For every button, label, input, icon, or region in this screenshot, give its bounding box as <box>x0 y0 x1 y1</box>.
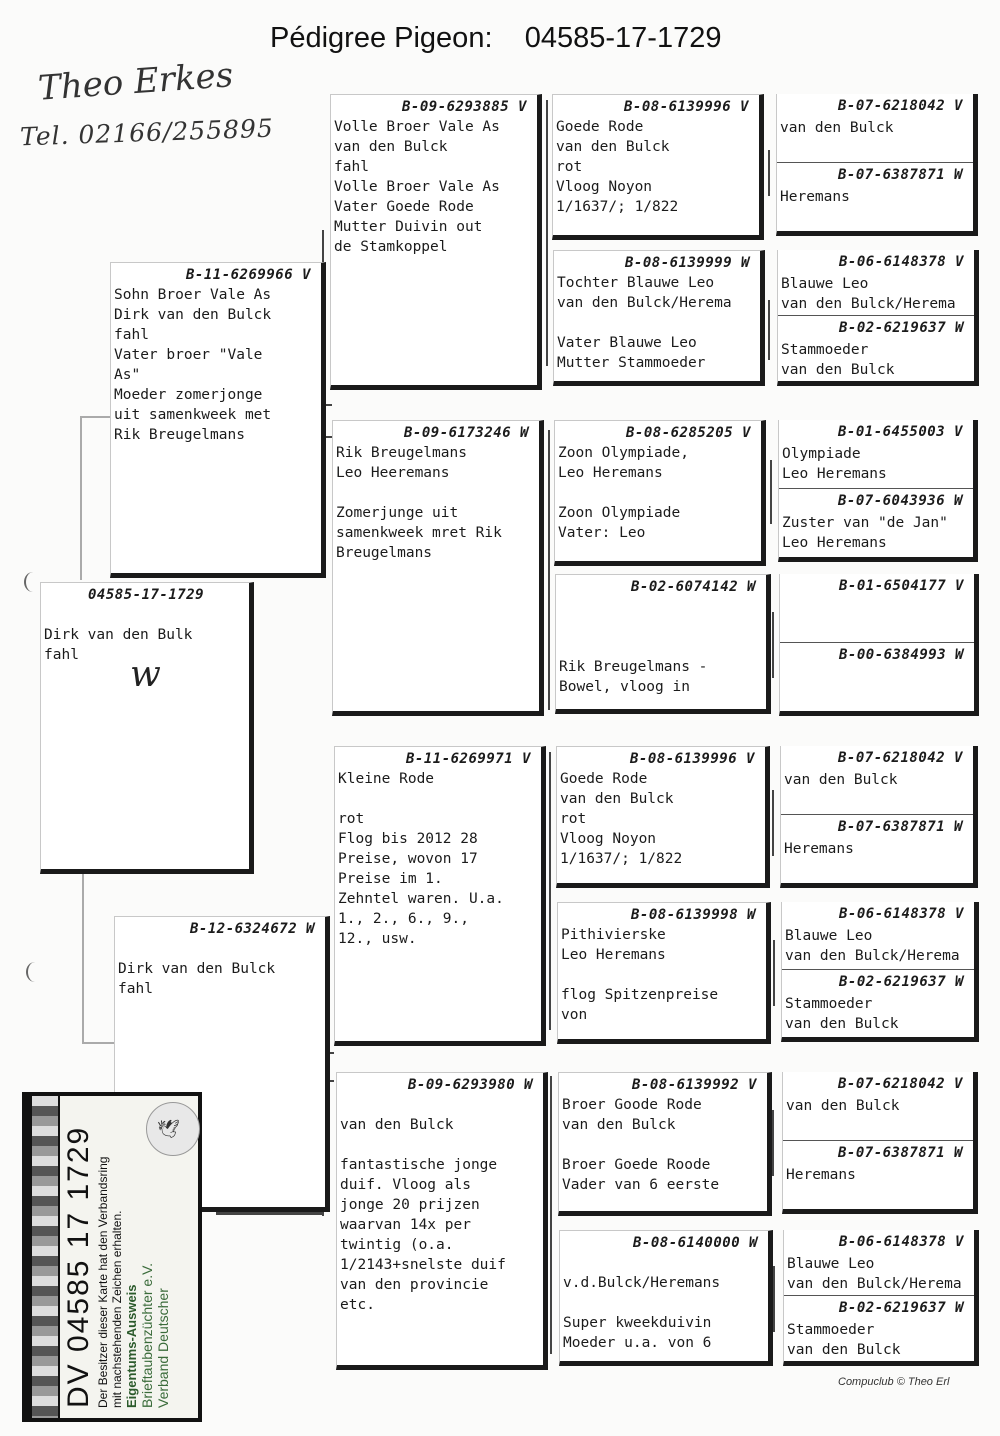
connector-line <box>550 1076 552 1354</box>
info-line: Goede Rode <box>560 771 648 787</box>
great-grandparent-box <box>557 902 771 1044</box>
info-line: van den Bulck <box>560 791 674 807</box>
ancestor-dam <box>781 815 973 884</box>
info-line <box>340 1095 543 1115</box>
connector-line <box>770 460 772 524</box>
ring-number: B-06-6148378 V <box>838 254 964 270</box>
connector-line <box>773 940 775 1006</box>
info-line: Vater Blauwe Leo <box>557 335 697 351</box>
info-line: van den Bulck <box>780 120 894 136</box>
info-line: van den Bulck <box>781 361 895 378</box>
info-line: 1., 2., 6., 9., <box>338 911 469 927</box>
ancestor-sire <box>780 574 974 643</box>
ancestor-pair-box <box>776 94 978 236</box>
info-line <box>559 637 766 657</box>
ancestor-dam <box>780 643 974 712</box>
info-line: Goede Rode <box>556 119 644 135</box>
info-line: 1/1637/; 1/822 <box>560 851 683 867</box>
info-line <box>559 617 766 637</box>
info-line: Leo Heremans <box>561 947 666 963</box>
info-line: twintig (o.a. <box>340 1237 454 1253</box>
ancestor-pair-box <box>781 902 979 1042</box>
info-line <box>557 313 760 333</box>
info-line: von <box>561 1007 588 1023</box>
ring-number: B-07-6218042 V <box>837 98 963 114</box>
ancestor-dam <box>782 970 974 1038</box>
info-line: Zomerjunge uit <box>336 505 459 521</box>
connector-line <box>773 1266 775 1332</box>
ancestor-pair-box <box>777 250 979 386</box>
info-line: Olympiade <box>782 446 861 462</box>
ring-number: B-08-6140000 W <box>632 1235 758 1251</box>
info-line: fahl <box>44 647 79 663</box>
ring-number: B-09-6173246 W <box>403 425 529 441</box>
info-line: Leo Heremans <box>782 534 887 551</box>
info-line: waarvan 14x per <box>340 1217 471 1233</box>
info-line <box>340 1135 543 1155</box>
info-line: van den Bulck/Herema <box>557 295 732 311</box>
info-line: Dirk van den Bulk <box>44 627 193 643</box>
info-line: samenkweek mret Rik <box>336 525 502 541</box>
info-line: van den Bulck <box>784 772 898 788</box>
info-line: As" <box>114 367 141 383</box>
connector-line <box>768 300 770 360</box>
info-line <box>336 483 539 503</box>
ring-number: B-11-6269966 V <box>185 267 311 283</box>
info-line: Vloog Noyon <box>556 179 653 195</box>
father-box <box>110 262 326 578</box>
great-grandparent-box <box>553 250 765 386</box>
connector-line <box>772 612 774 678</box>
info-line: Bowel, vloog in <box>559 679 690 695</box>
pigeon-logo-icon: 🕊 <box>146 1102 200 1156</box>
grandparent-box <box>334 746 546 1046</box>
ring-number: B-09-6293885 V <box>401 99 527 115</box>
info-line: Mutter Stammoeder <box>557 355 706 371</box>
info-line: Zehntel waren. U.a. <box>338 891 504 907</box>
ring-number: B-06-6148378 V <box>838 906 964 922</box>
ring-number: B-08-6139996 V <box>629 751 755 767</box>
ring-number: B-08-6139992 V <box>631 1077 757 1093</box>
info-line: Preise im 1. <box>338 871 443 887</box>
info-line: Volle Broer Vale As <box>334 179 500 195</box>
info-line: fantastische jonge <box>340 1157 498 1173</box>
info-line <box>44 605 249 625</box>
info-line: Preise, wovon 17 <box>338 851 478 867</box>
connector-line <box>772 1110 774 1176</box>
info-line: Leo Heremans <box>782 466 887 482</box>
info-line: Broer Goede Roode <box>562 1157 711 1173</box>
connector-line <box>548 430 550 710</box>
info-line: Stammoeder <box>785 995 873 1012</box>
info-line: 1/2143+snelste duif <box>340 1257 506 1273</box>
ring-number: B-01-6455003 V <box>837 424 963 440</box>
ancestor-pair-box <box>779 574 979 716</box>
info-line: Moeder zomerjonge <box>114 387 263 403</box>
info-line: Vater: Leo <box>558 525 646 541</box>
hole-punch-mark <box>26 962 44 982</box>
ancestor-dam <box>779 489 973 558</box>
page-title: Pédigree Pigeon: 04585-17-1729 <box>270 22 722 54</box>
card-org-line: Verband Deutscher <box>155 1288 171 1408</box>
info-line: Blauwe Leo <box>781 276 869 292</box>
info-line: van den Bulck <box>334 139 448 155</box>
ring-number: B-02-6219637 W <box>838 1299 964 1316</box>
info-line: van den Bulck <box>786 1098 900 1114</box>
info-line: Heremans <box>786 1166 856 1183</box>
info-line: rot <box>338 811 365 827</box>
info-line: Super kweekduivin <box>563 1315 712 1331</box>
ancestor-sire <box>778 250 974 316</box>
info-line: van den Bulck <box>562 1117 676 1133</box>
ring-number: B-08-6139996 V <box>623 99 749 115</box>
ring-number: B-01-6504177 V <box>838 578 964 594</box>
info-line: Rik Breugelmans <box>114 427 245 443</box>
grandparent-box <box>336 1072 548 1370</box>
footer-credit: Compuclub © Theo Erl <box>838 1376 950 1388</box>
info-line: Blauwe Leo <box>785 928 873 944</box>
info-line <box>118 939 325 959</box>
info-line <box>563 1293 768 1313</box>
grandparent-box <box>330 94 542 390</box>
card-note-line: mit nachstehenden Zeichen erhalten. <box>110 1210 124 1408</box>
ring-number: B-08-6139999 W <box>624 255 750 271</box>
ring-number: B-08-6139998 W <box>630 907 756 923</box>
ring-number: B-12-6324672 W <box>189 921 315 937</box>
info-line: 12., usw. <box>338 931 417 947</box>
card-org-line: Brieftaubenzüchter e.V. <box>139 1262 155 1408</box>
info-line: fahl <box>114 327 149 343</box>
great-grandparent-box <box>552 94 764 240</box>
ring-number: B-07-6387871 W <box>837 1144 963 1161</box>
great-grandparent-box <box>559 1230 773 1366</box>
info-line: van den Bulck <box>787 1341 901 1358</box>
connector-line <box>216 1212 324 1215</box>
info-line: Sohn Broer Vale As <box>114 287 272 303</box>
connector-line <box>80 416 112 418</box>
info-line: Vader van 6 eerste <box>562 1177 720 1193</box>
ancestor-sire <box>782 902 974 970</box>
info-line: Flog bis 2012 28 <box>338 831 478 847</box>
info-line: Mutter Duivin out <box>334 219 483 235</box>
info-line: van den Bulck <box>785 1015 899 1032</box>
info-line: Zoon Olympiade, <box>558 445 689 461</box>
ring-number: B-07-6218042 V <box>837 750 963 766</box>
connector-line <box>80 416 82 580</box>
ring-number: B-07-6043936 W <box>837 492 963 509</box>
ring-number: B-00-6384993 W <box>838 646 964 663</box>
ring-number: B-02-6219637 W <box>838 319 964 336</box>
info-line: v.d.Bulck/Heremans <box>563 1275 721 1291</box>
info-line: Kleine Rode <box>338 771 435 787</box>
info-line: Blauwe Leo <box>787 1256 875 1272</box>
sex-mark: w <box>130 654 161 695</box>
info-line: Leo Heremans <box>558 465 663 481</box>
info-line: Tochter Blauwe Leo <box>557 275 715 291</box>
info-line: Stammoeder <box>781 341 869 358</box>
ancestor-sire <box>781 746 973 815</box>
ring-number: B-02-6219637 W <box>838 973 964 990</box>
info-line: Vater Goede Rode <box>334 199 474 215</box>
info-line: fahl <box>118 981 153 997</box>
ancestor-pair-box <box>783 1230 979 1366</box>
great-grandparent-box <box>558 1072 772 1216</box>
info-line: Stammoeder <box>787 1321 875 1338</box>
info-line: van den Bulck <box>556 139 670 155</box>
card-ring-number: DV 04585 17 1729 <box>62 1125 95 1408</box>
info-line: Volle Broer Vale As <box>334 119 500 135</box>
info-line: Leo Heeremans <box>336 465 450 481</box>
ring-number: B-06-6148378 V <box>838 1234 964 1250</box>
info-line <box>562 1135 767 1155</box>
ancestor-sire <box>779 420 973 489</box>
ancestor-pair-box <box>780 746 978 888</box>
handwritten-phone: Tel. 02166/255895 <box>19 113 275 152</box>
info-line: van den Bulck/Herema <box>785 948 960 964</box>
subject-box <box>40 582 254 874</box>
info-line: Moeder u.a. von 6 <box>563 1335 712 1351</box>
ring-number: B-07-6218042 V <box>837 1076 963 1092</box>
ring-number: B-09-6293980 W <box>407 1077 533 1093</box>
info-line: Heremans <box>780 188 850 205</box>
info-line: van den Bulck <box>340 1117 454 1133</box>
ancestor-dam <box>778 316 974 382</box>
ancestor-pair-box <box>778 420 978 562</box>
ancestor-dam <box>784 1296 974 1362</box>
ring-number: B-02-6074142 W <box>630 579 756 595</box>
info-line <box>558 483 761 503</box>
info-line: uit samenkweek met <box>114 407 272 423</box>
great-grandparent-box <box>556 746 770 888</box>
info-line: van den Bulck/Herema <box>787 1276 962 1292</box>
info-line: etc. <box>340 1297 375 1313</box>
grandparent-box <box>332 420 544 716</box>
info-line: Breugelmans <box>336 545 433 561</box>
info-line <box>559 597 766 617</box>
info-line: rot <box>560 811 587 827</box>
info-line: Vater broer "Vale <box>114 347 263 363</box>
info-line: Zuster van "de Jan" <box>782 514 948 531</box>
card-note-line: Der Besitzer dieser Karte hat den Verbandsring <box>96 1156 110 1408</box>
info-line <box>338 789 541 809</box>
info-line: Heremans <box>784 840 854 857</box>
card-pattern-strip <box>32 1096 58 1418</box>
ring-number: B-07-6387871 W <box>837 818 963 835</box>
info-line: duif. Vloog als <box>340 1177 471 1193</box>
ring-number: B-07-6387871 W <box>837 166 963 183</box>
ring-number: B-11-6269971 V <box>405 751 531 767</box>
info-line: Dirk van den Bulck <box>114 307 272 323</box>
ring-number: B-08-6285205 V <box>625 425 751 441</box>
connector-line <box>768 150 770 196</box>
ancestor-sire <box>783 1072 973 1141</box>
connector-line <box>82 872 84 1044</box>
great-grandparent-box <box>554 420 766 566</box>
info-line: flog Spitzenpreise <box>561 987 719 1003</box>
card-title: Eigentums-Ausweis <box>124 1284 139 1408</box>
info-line: Rik Breugelmans <box>336 445 467 461</box>
connector-line <box>549 752 551 1030</box>
info-line: jonge 20 prijzen <box>340 1197 480 1213</box>
handwritten-name: Theo Erkes <box>36 55 235 109</box>
ancestor-dam <box>777 163 973 232</box>
card-text-block <box>62 1126 171 1408</box>
info-line: van den Bulck/Herema <box>781 296 956 312</box>
info-line: Zoon Olympiade <box>558 505 681 521</box>
info-line: rot <box>556 159 583 175</box>
info-line: 1/1637/; 1/822 <box>556 199 679 215</box>
info-line: fahl <box>334 159 369 175</box>
connector-line <box>546 100 548 366</box>
ancestor-sire <box>777 94 973 163</box>
ancestor-dam <box>783 1141 973 1210</box>
info-line: Rik Breugelmans - <box>559 659 708 675</box>
info-line <box>561 965 766 985</box>
info-line: Broer Goode Rode <box>562 1097 702 1113</box>
info-line: Dirk van den Bulck <box>118 961 276 977</box>
connector-line <box>82 1042 114 1044</box>
connector-line <box>772 790 774 856</box>
info-line: Vloog Noyon <box>560 831 657 847</box>
ring-number: 04585-17-1729 <box>88 587 205 603</box>
info-line <box>563 1253 768 1273</box>
info-line: de Stamkoppel <box>334 239 448 255</box>
ancestor-pair-box <box>782 1072 978 1214</box>
info-line: van den provincie <box>340 1277 489 1293</box>
great-grandparent-box <box>555 574 771 714</box>
ancestor-sire <box>784 1230 974 1296</box>
info-line: Pithivierske <box>561 927 666 943</box>
